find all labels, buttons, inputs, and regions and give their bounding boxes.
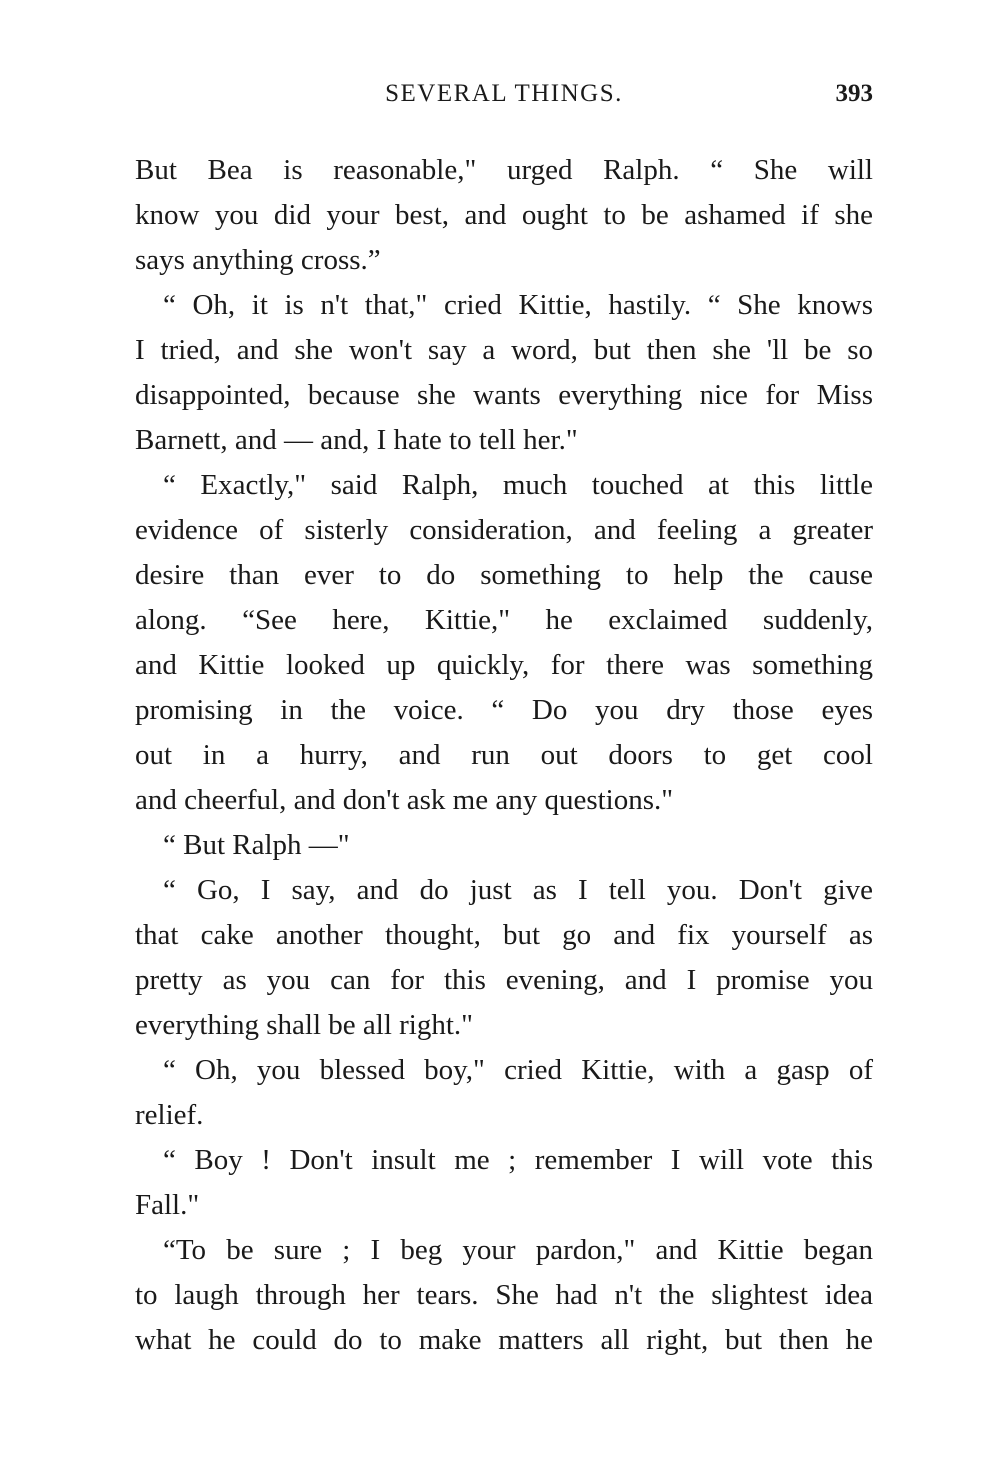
text-line: “ Oh, it is n't that," cried Kittie, hastily. “ She knows: [163, 289, 873, 321]
text-line: Barnett, and — and, I hate to tell her.": [135, 424, 578, 456]
paragraph: [135, 148, 873, 283]
text-line: “ Boy ! Don't insult me ; remember I will vote this: [163, 1144, 873, 1176]
paragraph: [135, 868, 873, 1048]
paragraph: [135, 463, 873, 823]
text-line: Fall.": [135, 1189, 200, 1221]
text-line: disappointed, because she wants everything nice for Miss: [135, 379, 873, 411]
text-line: along. “See here, Kittie," he exclaimed suddenly,: [135, 604, 873, 636]
text-line: and Kittie looked up quickly, for there was something: [135, 649, 873, 681]
text-line: “To be sure ; I beg your pardon," and Kittie began: [163, 1234, 873, 1266]
text-line: promising in the voice. “ Do you dry those eyes: [135, 694, 873, 726]
text-line: “ Go, I say, and do just as I tell you. Don't give: [163, 874, 873, 906]
text-line: I tried, and she won't say a word, but then she 'll be so: [135, 334, 873, 366]
text-line: to laugh through her tears. She had n't the slightest idea: [135, 1279, 873, 1311]
paragraph: [135, 1138, 873, 1228]
text-line: and cheerful, and don't ask me any questions.": [135, 784, 674, 816]
text-line: everything shall be all right.": [135, 1009, 474, 1041]
text-line: that cake another thought, but go and fix yourself as: [135, 919, 873, 951]
body-text: [135, 148, 873, 1363]
paragraph: [135, 283, 873, 463]
text-line: “ Oh, you blessed boy," cried Kittie, with a gasp of: [163, 1054, 873, 1086]
paragraph: [135, 1048, 873, 1138]
text-line: evidence of sisterly consideration, and feeling a greater: [135, 514, 873, 546]
text-line: desire than ever to do something to help the cause: [135, 559, 873, 591]
text-line: says anything cross.”: [135, 244, 381, 276]
text-line: out in a hurry, and run out doors to get cool: [135, 739, 873, 771]
paragraph: [135, 1228, 873, 1363]
text-line: “ Exactly," said Ralph, much touched at this little: [163, 469, 873, 501]
running-head: [135, 80, 873, 120]
text-line: But Bea is reasonable," urged Ralph. “ She will: [135, 154, 873, 186]
text-line: know you did your best, and ought to be ashamed if she: [135, 199, 873, 231]
paragraph: [135, 823, 873, 868]
text-line: pretty as you can for this evening, and I promise you: [135, 964, 873, 996]
page-number: 393: [835, 80, 873, 107]
text-line: “ But Ralph —": [163, 829, 350, 861]
text-line: relief.: [135, 1099, 204, 1131]
text-line: what he could do to make matters all right, but then he: [135, 1324, 873, 1356]
running-title: SEVERAL THINGS.: [385, 80, 623, 107]
